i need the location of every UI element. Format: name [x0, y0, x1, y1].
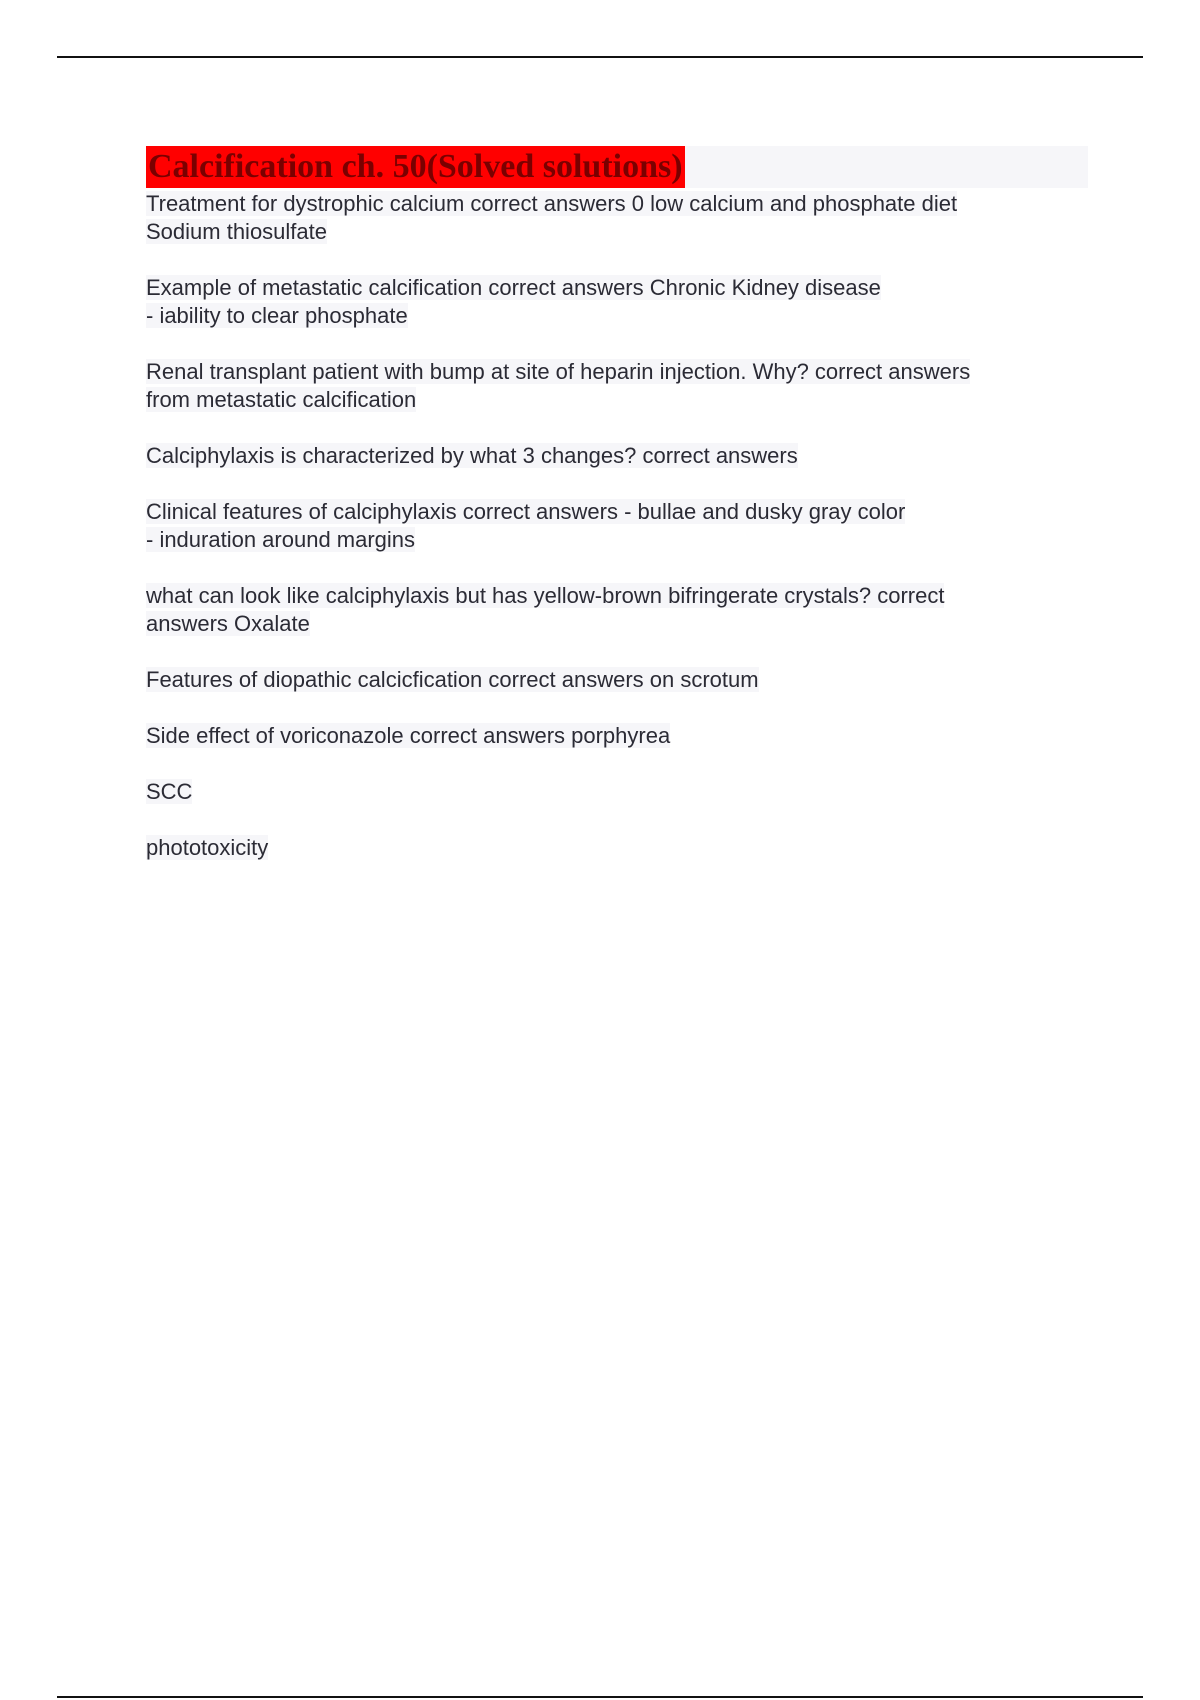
qa-item: [146, 778, 1086, 806]
qa-item: [146, 666, 1086, 694]
qa-line: from metastatic calcification: [146, 387, 417, 412]
qa-item: [146, 498, 1086, 554]
header-rule: [57, 56, 1143, 58]
qa-item: [146, 582, 1086, 638]
title-row: [146, 146, 1088, 188]
qa-line: Clinical features of calciphylaxis correct answers - bullae and dusky gray color: [146, 499, 906, 524]
qa-line: what can look like calciphylaxis but has yellow-brown bifringerate crystals? correct: [146, 583, 945, 608]
qa-line: Features of diopathic calcicfication correct answers on scrotum: [146, 667, 759, 692]
qa-list: [146, 190, 1086, 862]
qa-line: Calciphylaxis is characterized by what 3 changes? correct answers: [146, 443, 798, 468]
qa-line: phototoxicity: [146, 835, 269, 860]
qa-line: Sodium thiosulfate: [146, 219, 327, 244]
qa-line: - iability to clear phosphate: [146, 303, 408, 328]
qa-item: [146, 834, 1086, 862]
qa-line: Renal transplant patient with bump at site of heparin injection. Why? correct answers: [146, 359, 971, 384]
qa-line: Treatment for dystrophic calcium correct answers 0 low calcium and phosphate diet: [146, 191, 958, 216]
qa-line: Example of metastatic calcification correct answers Chronic Kidney disease: [146, 275, 881, 300]
document-title: Calcification ch. 50(Solved solutions): [146, 146, 685, 188]
qa-line: answers Oxalate: [146, 611, 310, 636]
qa-item: [146, 190, 1086, 246]
qa-line: Side effect of voriconazole correct answers porphyrea: [146, 723, 671, 748]
qa-item: [146, 722, 1086, 750]
footer-rule: [57, 1696, 1143, 1698]
qa-line: SCC: [146, 779, 193, 804]
qa-item: [146, 442, 1086, 470]
qa-line: - induration around margins: [146, 527, 416, 552]
qa-item: [146, 274, 1086, 330]
document-body: [146, 146, 1086, 890]
qa-item: [146, 358, 1086, 414]
